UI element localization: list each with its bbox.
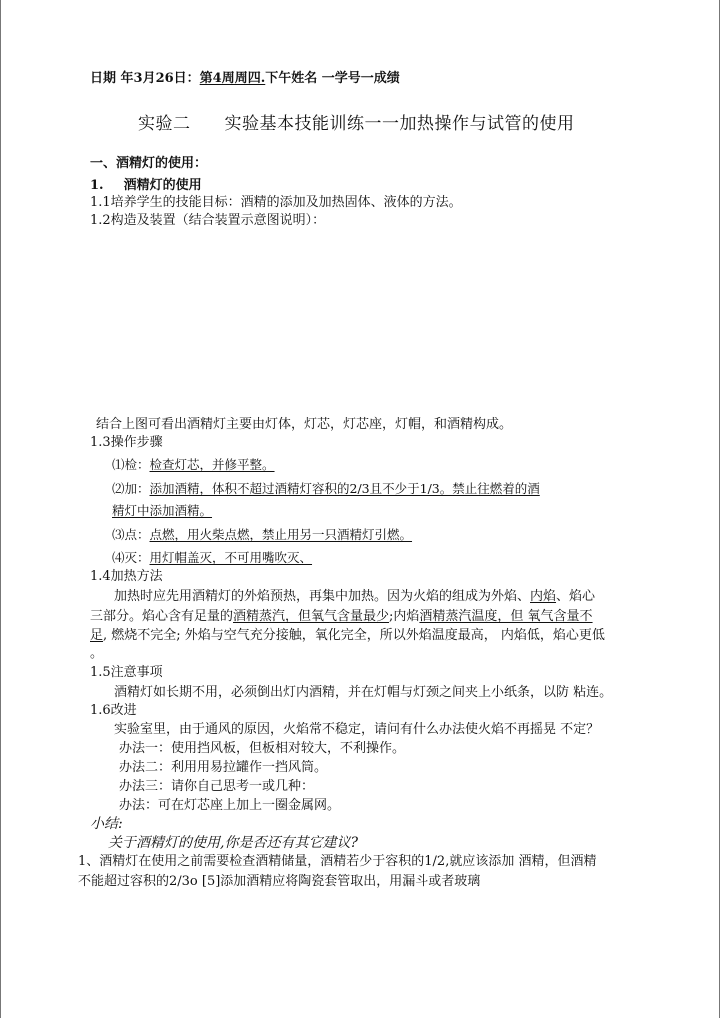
method-3: 办法三：请你自己思考一或几种： [119,779,315,794]
item-1-1: 1.1培养学生的技能目标：酒精的添加及加热固体、液体的方法。 [90,195,462,210]
title-part2: 实验基本技能训练一一加热操作与试管的使用 [224,114,575,134]
heating-text-b-mid: ;内焰 [389,609,420,624]
summary-line-1: 1、酒精灯在使用之前需要检查酒精储量，酒精若少于容积的1/2,就应该添加 酒精，但酒精 [78,854,597,869]
subsection-label: 酒精灯的使用 [123,178,202,193]
heating-text-b-u1: 酒精蒸汽，但氧气含量最少 [233,609,390,624]
title-part1: 实验二 [138,114,191,134]
step-4-label: ⑷灭： [112,550,150,565]
step-4-text: 用灯帽盖灭，不可用嘴吹灭、 [149,550,313,565]
summary-line-2: 不能超过容积的2/3o [5]添加酒精应将陶瓷套管取出，用漏斗或者玻璃 [78,874,481,889]
subsection-number: 1. [90,178,104,193]
heating-line-3 [90,627,605,645]
page-border-left [0,0,1,1018]
composition-text: 结合上图可看出酒精灯主要由灯体，灯芯，灯芯座，灯帽，和酒精构成。 [96,417,513,432]
heating-text-a-end: 、焰心 [556,589,596,604]
heating-text-c-u: 足 [90,628,104,643]
heating-line-1 [114,588,595,606]
item-1-3: 1.3操作步骤 [90,435,163,450]
summary-label: 小结: [90,816,123,832]
step-1 [112,457,275,474]
step-3 [112,527,412,544]
heating-line-4: 。 [90,646,104,661]
item-1-4: 1.4加热方法 [90,569,163,584]
item-1-6: 1.6改进 [90,703,137,718]
heating-line-2 [90,608,593,626]
note-text: 酒精灯如长期不用，必须倒出灯内酒精，并在灯帽与灯颈之间夹上小纸条，以防 粘连。 [114,685,613,700]
step-3-label: ⑶点： [112,527,150,542]
page-title [138,113,575,136]
method-answer: 办法：可在灯芯座上加上一圈金属网。 [119,798,341,813]
step-1-label: ⑴检： [112,457,150,472]
step-2-text-a: 添加酒精，体积不超过酒精灯容积的2/3且不少于1/3。禁止往燃着的酒 [149,481,540,496]
step-2-cont [112,503,212,520]
heating-text-a-underlined: 内焰 [530,589,557,604]
header-line [90,70,400,88]
item-1-2: 1.2构造及装置（结合装置示意图说明）： [90,213,326,228]
heating-text-c-rest: , 燃烧不完全; 外焰与空气充分接触，氧化完全，所以外焰温度最高， 内焰低，焰心更低 [103,628,605,643]
summary-question: 关于酒精灯的使用,你是否还有其它建议? [108,835,358,851]
header-suffix: 下午姓名 一学号一成绩 [265,71,400,86]
step-2 [112,481,540,498]
header-prefix: 日期 年3月26日： [90,71,200,86]
heating-text-b-start: 三部分。焰心含有足量的 [90,609,234,624]
step-4 [112,550,312,567]
step-3-text: 点燃，用火柴点燃，禁止用另一只酒精灯引燃。 [149,527,413,542]
method-1: 办法一：使用挡风板，但板相对较大，不利操作。 [119,741,406,756]
subsection-heading [90,177,202,195]
improve-question: 实验室里，由于通风的原因，火焰常不稳定，请问有什么办法使火焰不再摇晃 不定？ [114,722,600,737]
header-week: 第4周周四. [199,71,266,86]
step-1-text: 检查灯芯，并修平整。 [149,457,275,472]
heating-text-b-u2: 酒精蒸汽温度，但 氧气含量不 [419,609,593,624]
method-2: 办法二：利用用易拉罐作一挡风筒。 [119,760,328,775]
section-heading: 一、酒精灯的使用： [90,156,208,171]
item-1-5: 1.5注意事项 [90,665,163,680]
step-2-label: ⑵加： [112,481,150,496]
step-2-text-b: 精灯中添加酒精。 [112,503,213,518]
heating-text-a: 加热时应先用酒精灯的外焰预热，再集中加热。因为火焰的组成为外焰、 [114,589,531,604]
